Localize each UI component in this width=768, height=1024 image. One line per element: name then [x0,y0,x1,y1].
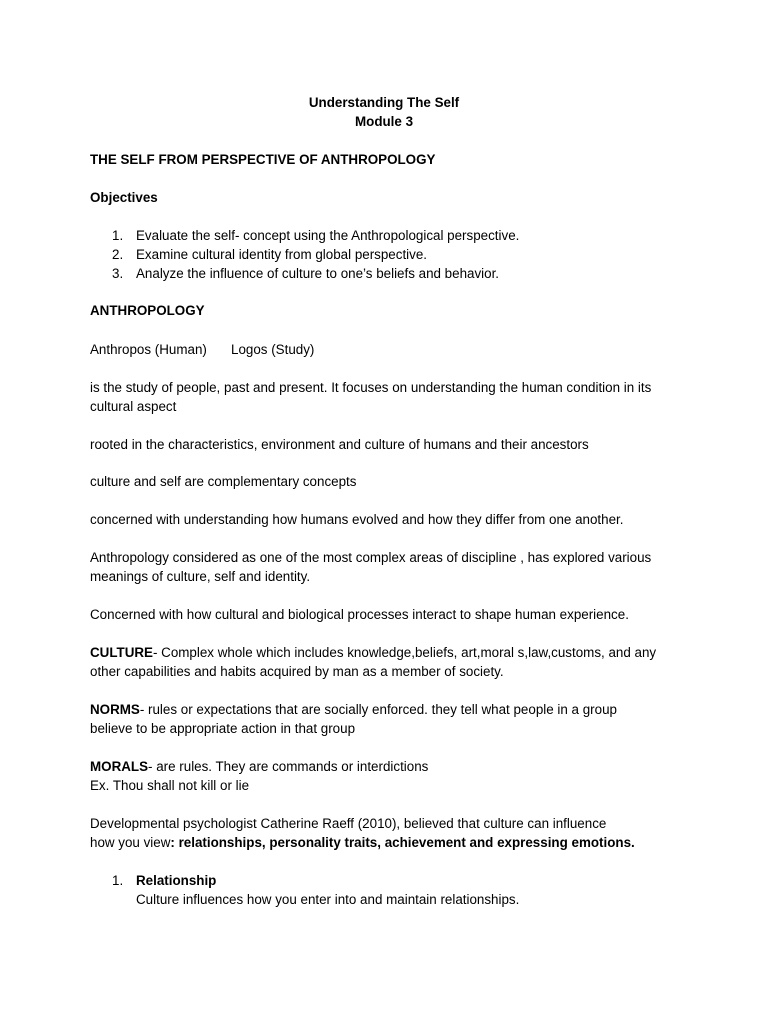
morals-example: Ex. Thou shall not kill or lie [90,778,250,793]
paragraph-rooted: rooted in the characteristics, environment and culture of humans and their ancestors [90,437,589,452]
paragraph-culture-self: culture and self are complementary concepts [90,474,357,489]
document-title: Understanding The Self [308,95,460,110]
objective-item: Evaluate the self- concept using the Anthropological perspective. [136,228,520,243]
relationship-text: Culture influences how you enter into and maintain relationships. [136,892,520,907]
culture-definition [90,643,656,662]
section-heading: THE SELF FROM PERSPECTIVE OF ANTHROPOLOGY [90,152,436,167]
norms-term: NORMS [90,702,140,717]
paragraph-complex: Anthropology considered as one of the most complex areas of discipline , has explored various [90,550,652,565]
anthropology-heading: ANTHROPOLOGY [90,303,205,318]
definition-line: is the study of people, past and present. It focuses on understanding the human condition in its [90,380,652,395]
module-number: Module 3 [354,114,414,129]
objective-item: Examine cultural identity from global perspective. [136,247,428,262]
morals-term: MORALS [90,759,149,774]
morals-definition [90,757,428,776]
culture-text: - Complex whole which includes knowledge,beliefs, art,moral s,law,customs, and any [152,645,657,660]
raeff-paragraph: Developmental psychologist Catherine Raeff (2010), believed that culture can influence [90,816,607,831]
etymology-logos: Logos (Study) [231,342,315,357]
raeff-bold-list: : relationships, personality traits, achievement and expressing emotions. [170,835,635,850]
objectives-heading: Objectives [90,190,158,205]
paragraph-processes: Concerned with how cultural and biological processes interact to shape human experience. [90,607,629,622]
paragraph-concerned: concerned with understanding how humans evolved and how they differ from one another. [90,512,624,527]
objective-number: 2. [112,247,124,262]
paragraph-complex: meanings of culture, self and identity. [90,569,311,584]
norms-definition [90,700,617,719]
definition-line: cultural aspect [90,399,177,414]
relationship-heading: Relationship [136,873,217,888]
objective-number: 1. [112,228,124,243]
objective-number: 3. [112,266,124,281]
culture-definition-cont: other capabilities and habits acquired by man as a member of society. [90,664,504,679]
norms-text: - rules or expectations that are socially enforced. they tell what people in a group [139,702,617,717]
norms-definition-cont: believe to be appropriate action in that group [90,721,356,736]
objective-item: Analyze the influence of culture to one’s beliefs and behavior. [136,266,500,281]
raeff-paragraph-cont [90,833,635,852]
etymology-anthropos: Anthropos (Human) [90,342,207,357]
raeff-prefix: how you view [90,835,171,850]
relationship-number: 1. [112,873,124,888]
culture-term: CULTURE [90,645,153,660]
morals-text: - are rules. They are commands or interdictions [148,759,429,774]
